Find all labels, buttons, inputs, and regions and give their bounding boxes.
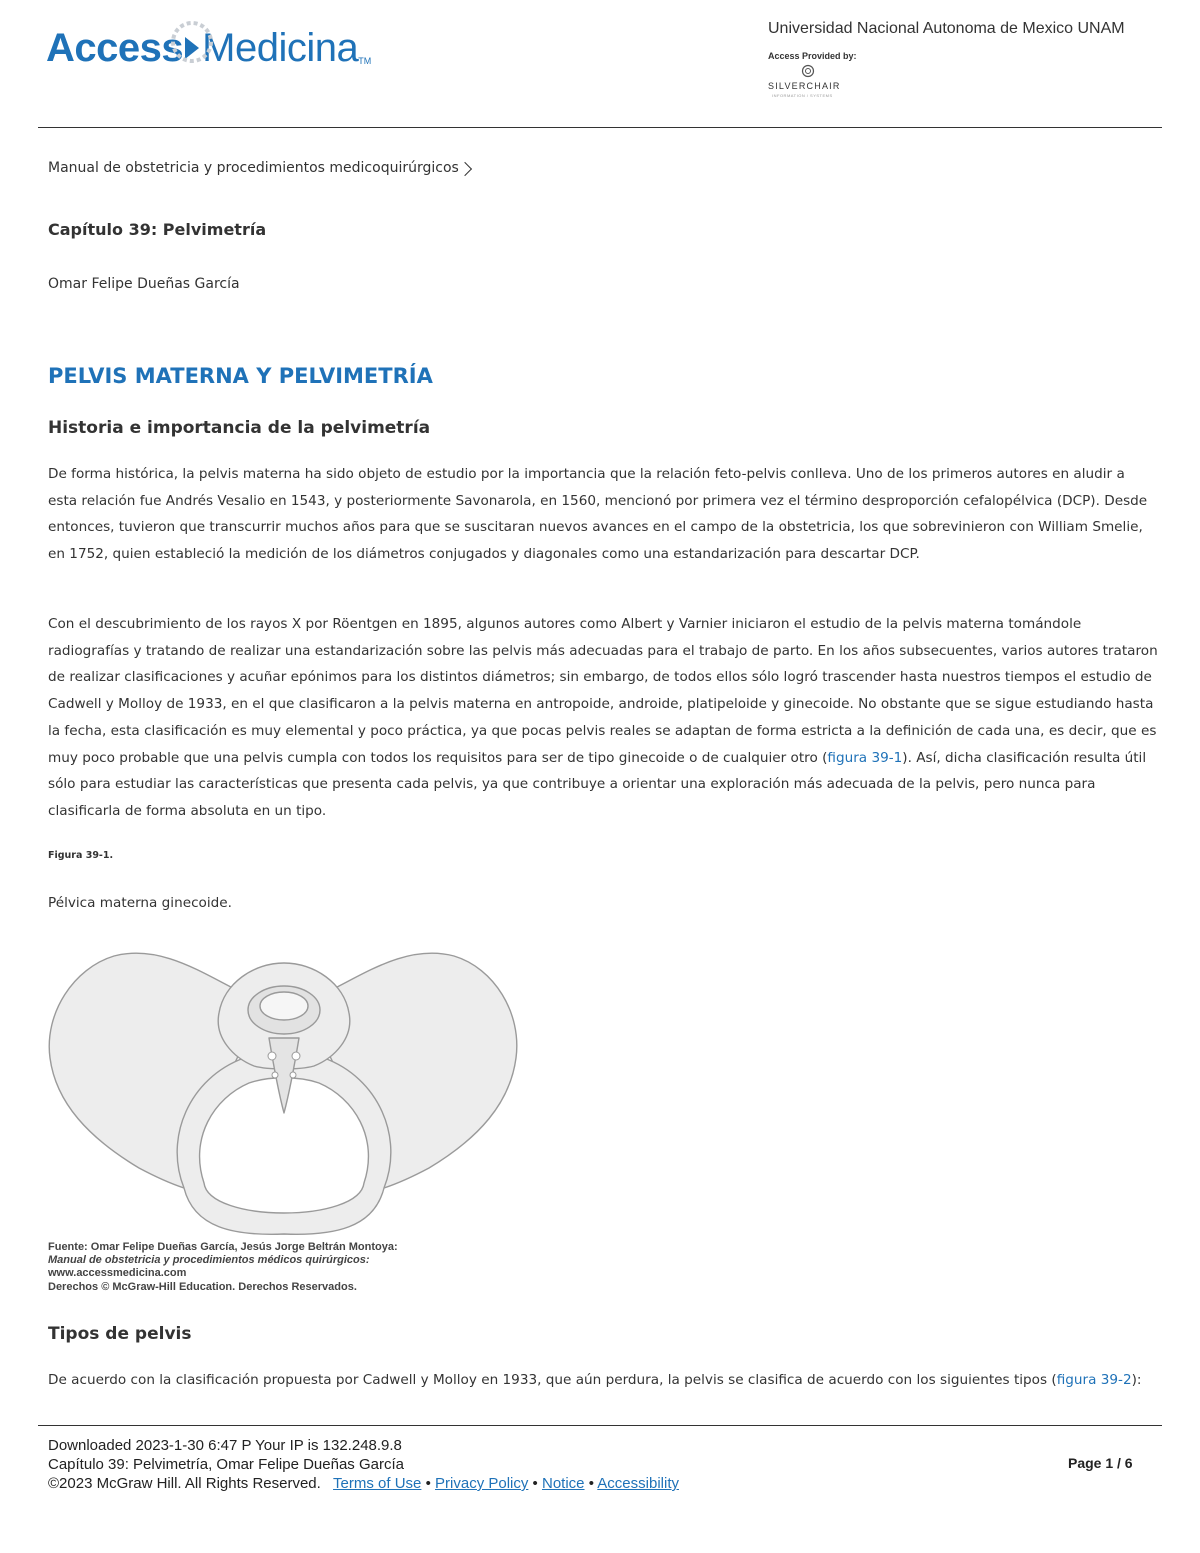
footer-separator: • xyxy=(425,1475,431,1492)
footer-separator: • xyxy=(588,1475,594,1492)
logo-access-text: Access xyxy=(46,25,184,70)
accessibility-link[interactable]: Accessibility xyxy=(597,1475,679,1492)
privacy-policy-link[interactable]: Privacy Policy xyxy=(435,1475,529,1492)
figure-source-line2 xyxy=(48,1254,398,1267)
figure-caption: Pélvica materna ginecoide. xyxy=(48,895,232,911)
institution-name: Universidad Nacional Autonoma de Mexico UNAM xyxy=(768,20,1125,37)
figure-label: Figura 39-1. xyxy=(48,850,114,861)
paragraph-types-text-end: ): xyxy=(1131,1372,1142,1388)
silverchair-icon xyxy=(801,64,815,78)
footer-divider xyxy=(38,1425,1162,1426)
section-title: PELVIS MATERNA Y PELVIMETRÍA xyxy=(48,364,433,388)
page-header xyxy=(0,0,1200,128)
notice-link[interactable]: Notice xyxy=(541,1475,585,1492)
figure-source xyxy=(48,1241,398,1294)
paragraph-history: De forma histórica, la pelvis materna ha sido objeto de estudio por la importancia que la relación feto-pelvis conlleva. Uno de los primeros autores en aludir a esta relación fue Andrés Vesalio en 1543, y posteriormente Savonarola, en 1560, mencionó por primera vez el término desproporción cefalopélvica (DCP). Desde entonces, tuvieron que transcurrir muchos años para que se suscitaran nuevos avances en el campo de la obstetricia, los que sobrevinieron con William Smelie, en 1752, quien estableció la medición de los diámetros conjugados y diagonales como una estandarización para descartar DCP. xyxy=(48,466,1148,563)
paragraph-types-text: De acuerdo con la clasificación propuesta por Cadwell y Molloy en 1933, que aún perdura, la pelvis se clasifica de acuerdo con los siguientes tipos ( xyxy=(48,1372,1057,1388)
paragraph-types xyxy=(48,1367,1158,1394)
figure-source-line1: Fuente: Omar Felipe Dueñas García, Jesús Jorge Beltrán Montoya: xyxy=(48,1241,398,1253)
figure-source-line4: Derechos © McGraw-Hill Education. Derechos Reservados. xyxy=(48,1280,357,1293)
paragraph-xrays xyxy=(48,611,1158,825)
silverchair-subtitle: INFORMATION / SYSTEMS xyxy=(772,93,833,98)
logo-trademark: TM xyxy=(358,56,372,66)
paragraph-xrays-text-end: ). Así, dicha clasificación resulta útil sólo para estudiar las características que presenta cada pelvis, ya que contribuye a orientar una exploración más adecuada de la pelvis, pero nunca para clasificarla de forma absoluta en un tipo. xyxy=(48,749,1147,819)
gynecoid-pelvis-illustration xyxy=(44,938,524,1236)
figure-source-book: Manual de obstetricia y procedimientos médicos quirúrgicos: xyxy=(48,1254,370,1267)
footer-links-row xyxy=(48,1474,679,1493)
page-number: Page 1 / 6 xyxy=(1068,1455,1133,1471)
figure-source-line3: www.accessmedicina.com xyxy=(48,1267,187,1280)
breadcrumb-book-link[interactable]: Manual de obstetricia y procedimientos medicoquirúrgicos xyxy=(48,160,459,176)
silverchair-logo-text: SILVERCHAIR xyxy=(768,81,841,91)
terms-of-use-link[interactable]: Terms of Use xyxy=(333,1475,422,1492)
chapter-title: Capítulo 39: Pelvimetría xyxy=(48,220,267,239)
download-info: Downloaded 2023-1-30 6:47 P Your IP is 132.248.9.8 xyxy=(48,1437,402,1454)
copyright: ©2023 McGraw Hill. All Rights Reserved. xyxy=(48,1475,321,1492)
page-footer xyxy=(48,1436,679,1493)
access-provided-label: Access Provided by: xyxy=(768,51,857,61)
paragraph-xrays-text: Con el descubrimiento de los rayos X por Röentgen en 1895, algunos autores como Albert y Varnier iniciaron el estudio de la pelvis materna tomándole radiografías y tratando de realizar una estandarización sobre las pelvis más adecuadas para el trabajo de parto. En los años subsecuentes, varios autores trataron de realizar clasificaciones y acuñar epónimos para los distintos diámetros; sin embargo, de todos ellos sólo logró trascender hasta nuestros tiempos el estudio de Cadwell y Molloy de 1933, en el que clasificaron a la pelvis materna en antropoide, androide, platipeloide y ginecoide. No obstante que se sigue estudiando hasta la fecha, esta clasificación es muy elemental y poco práctica, ya que pocas pelvis reales se adaptan de forma estricta a la definición de cada una, es decir, que es muy poco probable que una pelvis cumpla con todos los requisitos para ser de tipo ginecoide o de cualquier otro ( xyxy=(48,616,1158,766)
header-divider xyxy=(38,127,1162,128)
breadcrumb[interactable] xyxy=(48,160,470,176)
figure-39-1-link[interactable]: figura 39-1 xyxy=(827,749,903,766)
logo-medicina-text: Medicina xyxy=(202,25,359,70)
logo-gear-icon xyxy=(168,18,216,66)
footer-separator: • xyxy=(532,1475,538,1492)
subsection-title-types: Tipos de pelvis xyxy=(48,1324,192,1344)
citation: Capítulo 39: Pelvimetría, Omar Felipe Dueñas García xyxy=(48,1456,404,1473)
chevron-right-icon xyxy=(458,161,472,175)
chapter-author: Omar Felipe Dueñas García xyxy=(48,276,240,292)
figure-39-2-link[interactable]: figura 39-2 xyxy=(1056,1372,1132,1388)
subsection-title-history: Historia e importancia de la pelvimetría xyxy=(48,418,431,438)
